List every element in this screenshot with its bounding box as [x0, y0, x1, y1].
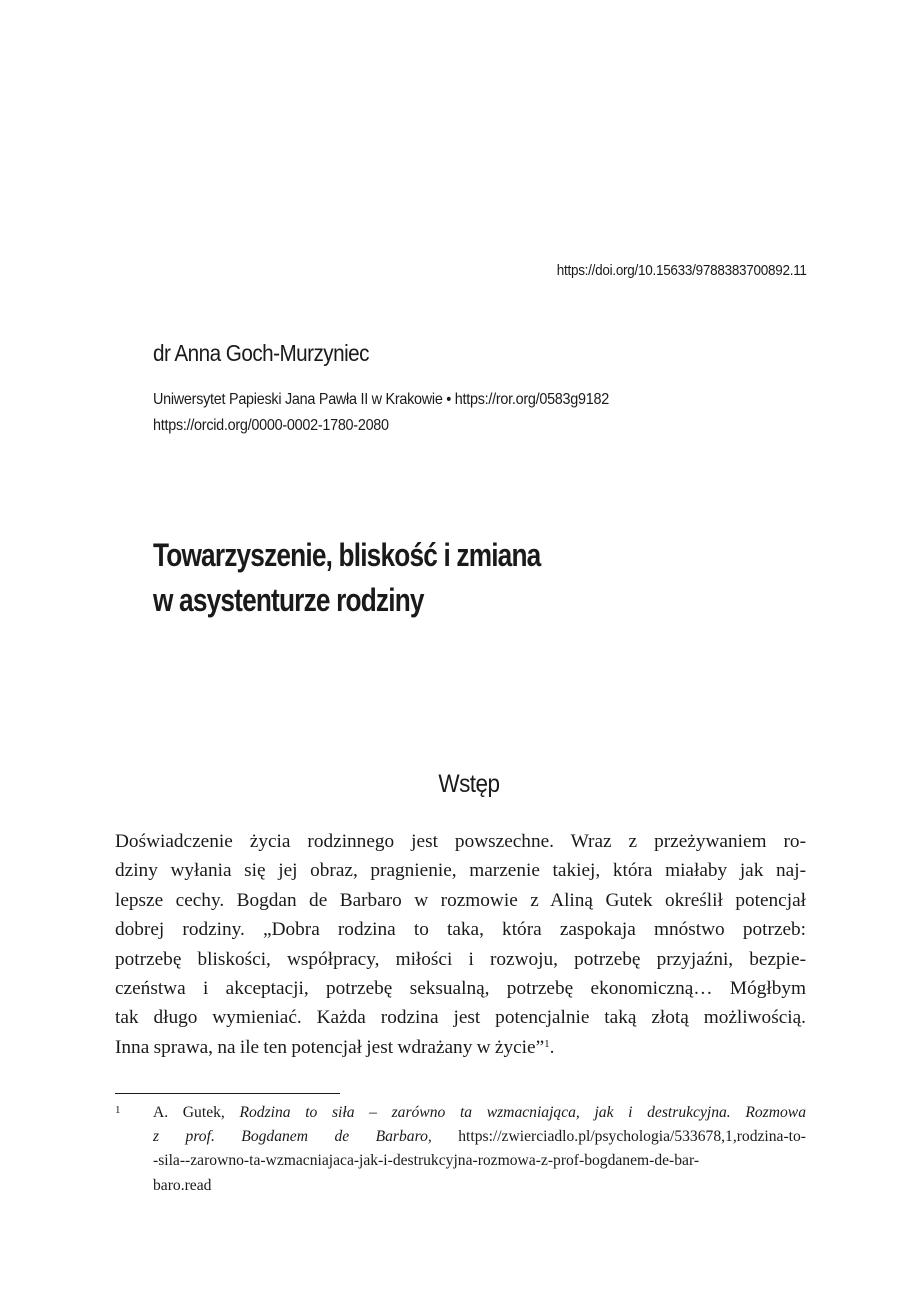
- author-affiliation-block: [153, 387, 609, 439]
- author-orcid[interactable]: https://orcid.org/0000-0002-1780-2080: [153, 417, 389, 434]
- paragraph-line: tak długo wymieniać. Każda rodzina jest potencjalnie taką złotą możliwością.: [115, 1007, 806, 1029]
- doi-link[interactable]: https://doi.org/10.15633/9788383700892.11: [557, 262, 807, 279]
- footnote-author: A. Gutek,: [153, 1104, 240, 1121]
- paragraph-line: Doświadczenie życia rodzinnego jest powszechne. Wraz z przeżywaniem ro-: [115, 831, 806, 852]
- paragraph-line: dobrej rodziny. „Dobra rodzina to taka, która zaspokaja mnóstwo potrzeb:: [115, 919, 806, 941]
- footnote-divider: [115, 1093, 340, 1094]
- footnote-url-line[interactable]: baro.read: [153, 1176, 212, 1194]
- chapter-title: [153, 533, 540, 623]
- footnote-line: [153, 1125, 806, 1149]
- chapter-title-line-1: Towarzyszenie, bliskość i zmiana: [153, 537, 541, 573]
- paragraph-line: czeństwa i akceptacji, potrzebę seksualną, potrzebę ekonomiczną… Mógłbym: [115, 978, 806, 1000]
- footnote-url-line[interactable]: -sila--zarowno-ta-wzmacniajaca-jak-i-destrukcyjna-rozmowa-z-prof-bogdanem-de-bar-: [153, 1152, 700, 1170]
- footnote: [115, 1101, 806, 1198]
- paragraph-line: dziny wyłania się jej obraz, pragnienie, marzenie takiej, która miałaby jak naj-: [115, 860, 806, 882]
- section-heading-text: Wstęp: [437, 770, 500, 798]
- section-heading: [0, 770, 907, 799]
- footnote-reference[interactable]: 1: [544, 1037, 550, 1050]
- footnote-title-cont: z prof. Bogdanem de Barbaro,: [153, 1128, 432, 1146]
- footnote-title: Rodzina to siła – zarówno ta wzmacniająca, jak i destrukcyjna. Rozmowa: [239, 1104, 806, 1121]
- paragraph-line: lepsze cechy. Bogdan de Barbaro w rozmowie z Aliną Gutek określił potencjał: [115, 889, 806, 911]
- footnote-body: [153, 1101, 806, 1198]
- author-name: dr Anna Goch-Murzyniec: [153, 340, 369, 366]
- footnote-line: [153, 1101, 806, 1125]
- paragraph-period: .: [549, 1036, 555, 1058]
- chapter-title-line-2: w asystenturze rodziny: [153, 582, 424, 618]
- footnote-url[interactable]: https://zwierciadlo.pl/psychologia/533678,1,rodzina-to-: [431, 1128, 806, 1146]
- author-affiliation: Uniwersytet Papieski Jana Pawła II w Krakowie • https://ror.org/0583g9182: [153, 391, 609, 408]
- paragraph-last-text: Inna sprawa, na ile ten potencjał jest wdrażany w życie”: [115, 1036, 545, 1058]
- paragraph-line: potrzebę bliskości, współpracy, miłości i rozwoju, potrzebę przyjaźni, bezpie-: [115, 948, 806, 970]
- intro-paragraph: [115, 827, 806, 1062]
- paragraph-line-last: [115, 1033, 806, 1062]
- footnote-number: 1: [115, 1104, 121, 1116]
